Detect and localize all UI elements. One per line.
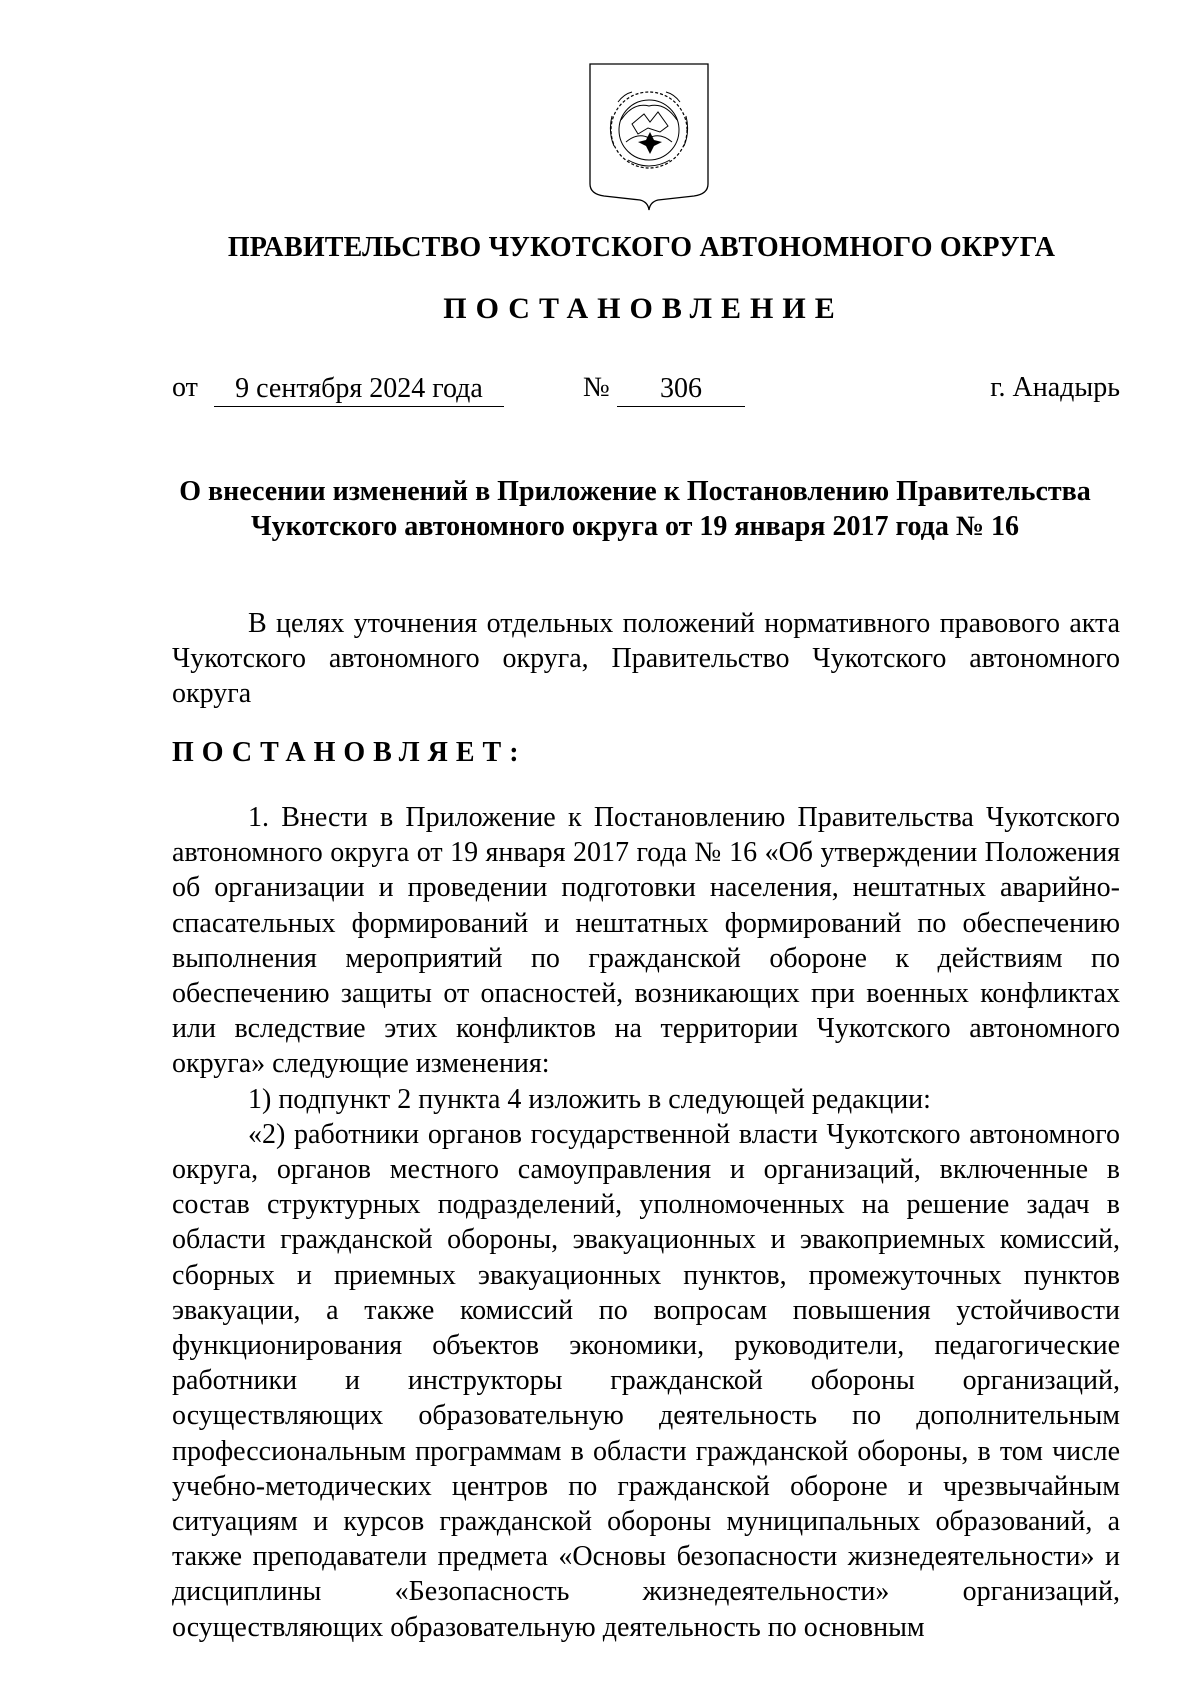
- date-prefix: от: [172, 372, 198, 403]
- document-title: [150, 474, 1120, 544]
- paragraph-3: «2) работники органов государственной власти Чукотского автономного округа, органов местного самоуправления и организаций, включенные в состав структурных подразделений, уполномоченных на решение задач в области гражданской обороны, эвакуационных и эвакоприемных комиссий, сборных и приемных эвакуационных пунктов, промежуточных пунктов эвакуации, а также комиссий по вопросам повышения устойчивости функционирования объектов экономики, руководители, педагогические работники и инструкторы гражданской обороны организаций, осуществляющих образовательную деятельность по дополнительным профессиональным программам в области гражданской обороны, в том числе учебно-методических центров по гражданской обороне и чрезвычайным ситуациям и курсов гражданской обороны муниципальных образований, а также преподаватели предмета «Основы безопасности жизнедеятельности» и дисциплины «Безопасность жизнедеятельности» организаций, осуществляющих образовательную деятельность по основным: [172, 1118, 1120, 1643]
- resolve-word: ПОСТАНОВЛЯЕТ:: [172, 737, 527, 768]
- paragraph-2: 1) подпункт 2 пункта 4 изложить в следующей редакции:: [248, 1083, 931, 1115]
- preamble-text: В целях уточнения отдельных положений нормативного правового акта Чукотского автономного округа, Правительство Чукотского автономного округа: [172, 608, 1120, 710]
- number-sign: №: [583, 372, 610, 403]
- organization-name: ПРАВИТЕЛЬСТВО ЧУКОТСКОГО АВТОНОМНОГО ОКРУГА: [227, 232, 1056, 263]
- document-date: 9 сентября 2024 года: [214, 372, 504, 407]
- resolution-body: [172, 800, 1120, 1645]
- document-type: ПОСТАНОВЛЕНИЕ: [443, 292, 844, 325]
- title-line-1: О внесении изменений в Приложение к Постановлению Правительства: [179, 476, 1091, 507]
- preamble: [172, 606, 1120, 712]
- title-line-2: Чукотского автономного округа от 19 января 2017 года № 16: [251, 511, 1019, 542]
- city: г. Анадырь: [990, 372, 1120, 403]
- coat-of-arms-icon: [588, 62, 710, 212]
- document-number: 306: [617, 372, 745, 407]
- paragraph-1: 1. Внести в Приложение к Постановлению Правительства Чукотского автономного округа от 19 января 2017 года № 16 «Об утверждении Положения об организации и проведении подготовки населения, нештатных аварийно-спасательных формирований и нештатных формирований по обеспечению выполнения мероприятий по гражданской обороне к действиям по обеспечению защиты от опасностей, возникающих при военных конфликтах или вследствие этих конфликтов на территории Чукотского автономного округа» следующие изменения:: [172, 802, 1120, 1080]
